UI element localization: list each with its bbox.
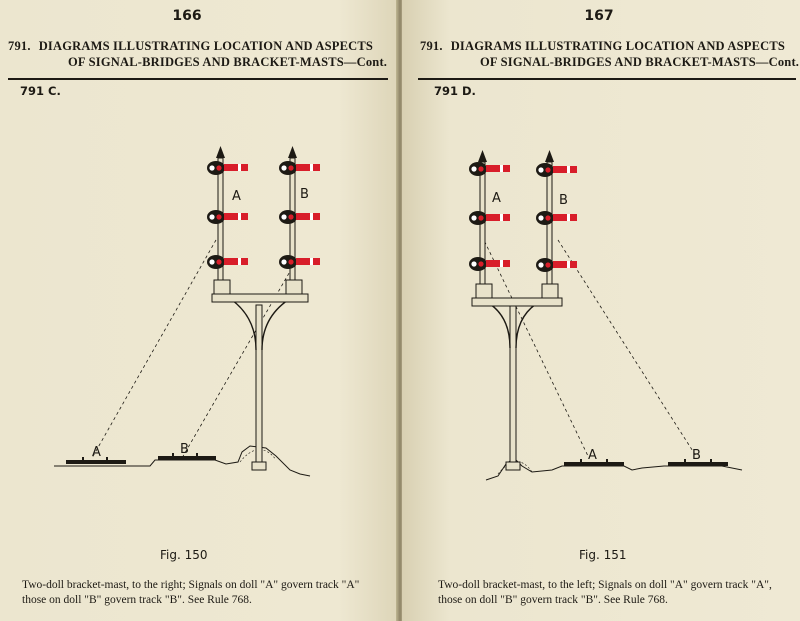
- track-a-label: A: [588, 448, 597, 463]
- figure-label: Fig. 151: [579, 548, 627, 562]
- main-mast: [510, 305, 516, 463]
- page-number: 166: [172, 8, 202, 24]
- bracket-brace-right: [262, 300, 288, 350]
- figure-caption: [22, 578, 359, 608]
- signal-a-3: [207, 255, 248, 269]
- signal-a-2: [469, 211, 510, 225]
- doll-a-finial: [478, 150, 487, 162]
- track-a-label: A: [92, 445, 101, 460]
- heading-line-2: OF SIGNAL-BRIDGES AND BRACKET-MASTS—Cont.: [480, 55, 800, 69]
- signal-a-3: [469, 257, 510, 271]
- signal-b-2: [536, 211, 577, 225]
- signal-b-3: [279, 255, 320, 269]
- doll-b-base: [542, 284, 558, 298]
- caption-line-2: those on doll "B" govern track "B". See Rule 768.: [22, 594, 252, 606]
- heading-number: 791.: [420, 39, 443, 53]
- page-heading: [420, 38, 799, 70]
- signal-b-3: [536, 258, 577, 272]
- heading-number: 791.: [8, 39, 31, 53]
- doll-a-finial: [216, 146, 225, 158]
- bracket-brace-left: [490, 304, 510, 348]
- caption-line-1: Two-doll bracket-mast, to the right; Signals on doll "A" govern track "A": [22, 579, 360, 591]
- doll-b-label: B: [300, 187, 309, 202]
- bracket-platform: [472, 298, 562, 306]
- sight-line-a: [482, 236, 588, 456]
- signal-a-2: [207, 210, 248, 224]
- track-b-label: B: [180, 442, 189, 457]
- signal-b-2: [279, 210, 320, 224]
- bracket-mast-diagram: [0, 140, 398, 540]
- doll-a-base: [214, 280, 230, 294]
- heading-rule: [8, 78, 388, 80]
- doll-b-finial: [545, 150, 554, 162]
- doll-b-finial: [288, 146, 297, 158]
- signal-a-1: [207, 161, 248, 175]
- caption-line-2: those on doll "B" govern track "B". See Rule 768.: [438, 594, 668, 606]
- heading-rule: [418, 78, 796, 80]
- mast-foot: [252, 462, 266, 470]
- left-page: [0, 0, 398, 621]
- figure-label: Fig. 150: [160, 548, 208, 562]
- sight-line-a: [92, 240, 216, 458]
- caption-line-1: Two-doll bracket-mast, to the left; Signals on doll "A" govern track "A",: [438, 579, 772, 591]
- heading-line-1: DIAGRAMS ILLUSTRATING LOCATION AND ASPECTS: [38, 39, 374, 53]
- signal-a-1: [469, 162, 510, 176]
- signal-b-1: [536, 163, 577, 177]
- doll-a-label: A: [492, 191, 501, 206]
- sight-line-b: [558, 240, 696, 456]
- doll-a-base: [476, 284, 492, 298]
- bracket-platform: [212, 294, 308, 302]
- bracket-brace-right: [516, 304, 536, 348]
- ground-line: [486, 458, 742, 480]
- mast-foot: [506, 462, 520, 470]
- main-mast: [256, 305, 262, 465]
- doll-b-base: [286, 280, 302, 294]
- section-id: 791 C.: [20, 84, 61, 98]
- doll-b-label: B: [559, 193, 568, 208]
- figure-caption: [438, 578, 772, 608]
- track-a: [66, 460, 126, 464]
- doll-a-label: A: [232, 189, 241, 204]
- page-heading: [8, 38, 387, 70]
- bracket-mast-diagram: [402, 140, 800, 540]
- right-page: [402, 0, 800, 621]
- signal-b-1: [279, 161, 320, 175]
- heading-line-2: OF SIGNAL-BRIDGES AND BRACKET-MASTS—Cont.: [68, 55, 388, 69]
- heading-line-1: DIAGRAMS ILLUSTRATING LOCATION AND ASPECTS: [450, 39, 786, 53]
- track-b-label: B: [692, 448, 701, 463]
- page-number: 167: [584, 8, 614, 24]
- section-id: 791 D.: [434, 84, 476, 98]
- bracket-brace-left: [232, 300, 256, 350]
